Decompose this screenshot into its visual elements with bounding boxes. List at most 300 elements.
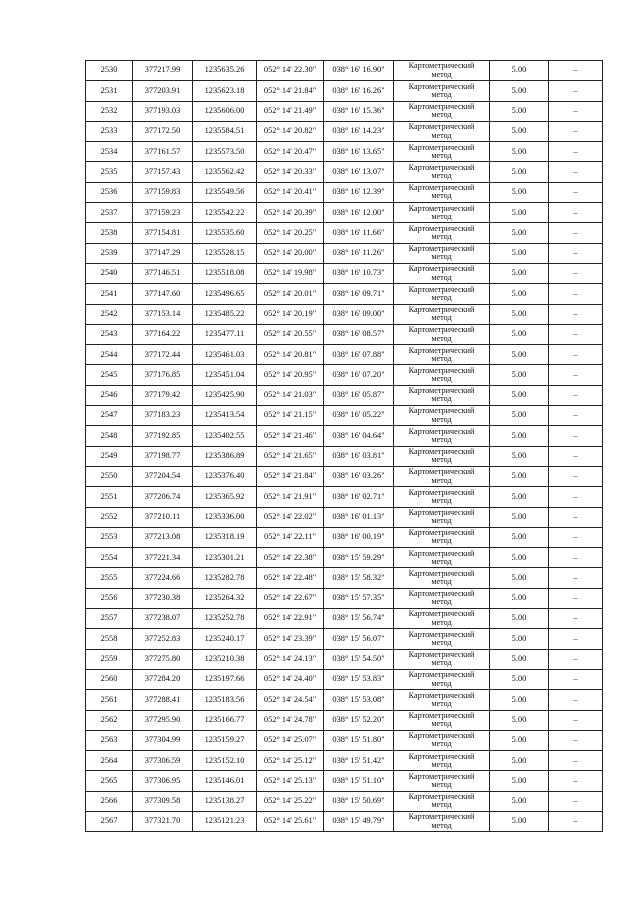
method-line-1: Картометрический: [408, 122, 475, 132]
x-coordinate-cell: 377157.43: [133, 162, 193, 182]
method-cell: [394, 466, 490, 486]
method-cell: [394, 487, 490, 507]
longitude-cell: 038° 16' 14.23": [324, 121, 394, 141]
method-cell: [394, 345, 490, 365]
latitude-cell: 052° 14' 25.22": [257, 791, 324, 811]
method-cell: [394, 101, 490, 121]
accuracy-cell: 5.00: [490, 284, 549, 304]
method-cell: [394, 446, 490, 466]
point-number-cell: 2540: [86, 263, 133, 283]
latitude-cell: 052° 14' 20.25": [257, 223, 324, 243]
table-row: [86, 446, 603, 466]
method-line-1: Картометрический: [408, 690, 475, 700]
y-coordinate-cell: 1235528.15: [193, 243, 257, 263]
note-cell: –: [549, 121, 603, 141]
longitude-cell: 038° 16' 12.39": [324, 182, 394, 202]
latitude-cell: 052° 14' 20.81": [257, 345, 324, 365]
accuracy-cell: 5.00: [490, 365, 549, 385]
y-coordinate-cell: 1235376.40: [193, 466, 257, 486]
note-cell: –: [549, 811, 603, 831]
method-cell: [394, 284, 490, 304]
accuracy-cell: 5.00: [490, 324, 549, 344]
accuracy-cell: 5.00: [490, 121, 549, 141]
accuracy-cell: 5.00: [490, 751, 549, 771]
longitude-cell: 038° 16' 13.65": [324, 142, 394, 162]
y-coordinate-cell: 1235518.08: [193, 263, 257, 283]
note-cell: –: [549, 466, 603, 486]
table-row: [86, 61, 603, 81]
method-line-2: метод: [431, 577, 452, 587]
x-coordinate-cell: 377193.03: [133, 101, 193, 121]
latitude-cell: 052° 14' 20.82": [257, 121, 324, 141]
point-number-cell: 2534: [86, 142, 133, 162]
longitude-cell: 038° 16' 12.00": [324, 203, 394, 223]
method-line-1: Картометрический: [408, 447, 475, 457]
y-coordinate-cell: 1235159.27: [193, 730, 257, 750]
method-line-2: метод: [431, 89, 452, 99]
method-cell: [394, 203, 490, 223]
method-line-1: Картометрический: [408, 812, 475, 822]
latitude-cell: 052° 14' 20.19": [257, 304, 324, 324]
x-coordinate-cell: 377154.81: [133, 223, 193, 243]
method-line-2: метод: [431, 556, 452, 566]
method-line-1: Картометрический: [408, 81, 475, 91]
point-number-cell: 2558: [86, 629, 133, 649]
longitude-cell: 038° 15' 51.80": [324, 730, 394, 750]
accuracy-cell: 5.00: [490, 406, 549, 426]
method-line-1: Картометрический: [408, 284, 475, 294]
latitude-cell: 052° 14' 22.91": [257, 609, 324, 629]
method-line-2: метод: [431, 211, 452, 221]
note-cell: –: [549, 81, 603, 101]
y-coordinate-cell: 1235461.03: [193, 345, 257, 365]
note-cell: –: [549, 669, 603, 689]
table-row: [86, 101, 603, 121]
accuracy-cell: 5.00: [490, 426, 549, 446]
method-line-1: Картометрический: [408, 325, 475, 335]
longitude-cell: 038° 16' 08.57": [324, 324, 394, 344]
method-cell: [394, 588, 490, 608]
note-cell: –: [549, 263, 603, 283]
y-coordinate-cell: 1235542.22: [193, 203, 257, 223]
accuracy-cell: 5.00: [490, 203, 549, 223]
y-coordinate-cell: 1235386.89: [193, 446, 257, 466]
x-coordinate-cell: 377147.29: [133, 243, 193, 263]
method-cell: [394, 61, 490, 81]
point-number-cell: 2564: [86, 751, 133, 771]
method-line-2: метод: [431, 414, 452, 424]
x-coordinate-cell: 377159.83: [133, 182, 193, 202]
method-line-2: метод: [431, 150, 452, 160]
x-coordinate-cell: 377172.44: [133, 345, 193, 365]
x-coordinate-cell: 377217.99: [133, 61, 193, 81]
point-number-cell: 2545: [86, 365, 133, 385]
note-cell: –: [549, 243, 603, 263]
x-coordinate-cell: 377295.90: [133, 710, 193, 730]
longitude-cell: 038° 15' 49.79": [324, 811, 394, 831]
point-number-cell: 2567: [86, 811, 133, 831]
accuracy-cell: 5.00: [490, 487, 549, 507]
note-cell: –: [549, 629, 603, 649]
y-coordinate-cell: 1235402.55: [193, 426, 257, 446]
latitude-cell: 052° 14' 21.84": [257, 81, 324, 101]
method-cell: [394, 365, 490, 385]
y-coordinate-cell: 1235584.51: [193, 121, 257, 141]
accuracy-cell: 5.00: [490, 385, 549, 405]
x-coordinate-cell: 377306.59: [133, 751, 193, 771]
note-cell: –: [549, 730, 603, 750]
accuracy-cell: 5.00: [490, 466, 549, 486]
y-coordinate-cell: 1235562.42: [193, 162, 257, 182]
method-line-1: Картометрический: [408, 61, 475, 71]
point-number-cell: 2533: [86, 121, 133, 141]
table-row: [86, 568, 603, 588]
accuracy-cell: 5.00: [490, 811, 549, 831]
latitude-cell: 052° 14' 21.49": [257, 101, 324, 121]
table-row: [86, 263, 603, 283]
y-coordinate-cell: 1235365.92: [193, 487, 257, 507]
x-coordinate-cell: 377309.58: [133, 791, 193, 811]
method-line-1: Картометрический: [408, 102, 475, 112]
method-line-2: метод: [431, 455, 452, 465]
note-cell: –: [549, 527, 603, 547]
x-coordinate-cell: 377210.11: [133, 507, 193, 527]
method-line-2: метод: [431, 800, 452, 810]
method-line-1: Картометрический: [408, 589, 475, 599]
x-coordinate-cell: 377164.22: [133, 324, 193, 344]
longitude-cell: 038° 16' 04.64": [324, 426, 394, 446]
point-number-cell: 2542: [86, 304, 133, 324]
longitude-cell: 038° 16' 01.13": [324, 507, 394, 527]
x-coordinate-cell: 377147.60: [133, 284, 193, 304]
method-line-2: метод: [431, 820, 452, 830]
longitude-cell: 038° 16' 00.19": [324, 527, 394, 547]
method-line-1: Картометрический: [408, 365, 475, 375]
y-coordinate-cell: 1235535.60: [193, 223, 257, 243]
longitude-cell: 038° 16' 16.26": [324, 81, 394, 101]
longitude-cell: 038° 15' 51.10": [324, 771, 394, 791]
method-line-1: Картометрический: [408, 223, 475, 233]
accuracy-cell: 5.00: [490, 142, 549, 162]
longitude-cell: 038° 16' 07.88": [324, 345, 394, 365]
point-number-cell: 2537: [86, 203, 133, 223]
longitude-cell: 038° 16' 07.20": [324, 365, 394, 385]
accuracy-cell: 5.00: [490, 304, 549, 324]
note-cell: –: [549, 61, 603, 81]
method-line-2: метод: [431, 759, 452, 769]
note-cell: –: [549, 568, 603, 588]
note-cell: –: [549, 791, 603, 811]
note-cell: –: [549, 324, 603, 344]
x-coordinate-cell: 377306.95: [133, 771, 193, 791]
y-coordinate-cell: 1235606.00: [193, 101, 257, 121]
longitude-cell: 038° 16' 09.00": [324, 304, 394, 324]
table-row: [86, 162, 603, 182]
note-cell: –: [549, 142, 603, 162]
method-line-2: метод: [431, 171, 452, 181]
method-line-2: метод: [431, 658, 452, 668]
method-line-1: Картометрический: [408, 142, 475, 152]
longitude-cell: 038° 16' 02.71": [324, 487, 394, 507]
longitude-cell: 038° 15' 53.83": [324, 669, 394, 689]
longitude-cell: 038° 15' 59.29": [324, 548, 394, 568]
method-cell: [394, 304, 490, 324]
method-cell: [394, 771, 490, 791]
y-coordinate-cell: 1235240.17: [193, 629, 257, 649]
accuracy-cell: 5.00: [490, 588, 549, 608]
x-coordinate-cell: 377275.80: [133, 649, 193, 669]
longitude-cell: 038° 15' 56.74": [324, 609, 394, 629]
method-cell: [394, 811, 490, 831]
method-line-1: Картометрический: [408, 670, 475, 680]
method-line-2: метод: [431, 232, 452, 242]
note-cell: –: [549, 751, 603, 771]
table-row: [86, 629, 603, 649]
y-coordinate-cell: 1235451.04: [193, 365, 257, 385]
method-line-1: Картометрический: [408, 528, 475, 538]
point-number-cell: 2549: [86, 446, 133, 466]
point-number-cell: 2530: [86, 61, 133, 81]
x-coordinate-cell: 377204.54: [133, 466, 193, 486]
longitude-cell: 038° 16' 13.07": [324, 162, 394, 182]
table-row: [86, 507, 603, 527]
table-row: [86, 284, 603, 304]
latitude-cell: 052° 14' 20.95": [257, 365, 324, 385]
accuracy-cell: 5.00: [490, 527, 549, 547]
method-cell: [394, 121, 490, 141]
table-row: [86, 81, 603, 101]
table-row: [86, 791, 603, 811]
table-row: [86, 182, 603, 202]
method-line-1: Картометрический: [408, 162, 475, 172]
y-coordinate-cell: 1235282.78: [193, 568, 257, 588]
method-cell: [394, 324, 490, 344]
accuracy-cell: 5.00: [490, 791, 549, 811]
method-line-1: Картометрический: [408, 426, 475, 436]
method-line-2: метод: [431, 719, 452, 729]
note-cell: –: [549, 649, 603, 669]
method-line-2: метод: [431, 434, 452, 444]
method-line-1: Картометрический: [408, 386, 475, 396]
y-coordinate-cell: 1235477.11: [193, 324, 257, 344]
point-number-cell: 2544: [86, 345, 133, 365]
y-coordinate-cell: 1235138.27: [193, 791, 257, 811]
y-coordinate-cell: 1235197.66: [193, 669, 257, 689]
table-row: [86, 345, 603, 365]
method-line-2: метод: [431, 617, 452, 627]
longitude-cell: 038° 16' 10.73": [324, 263, 394, 283]
method-line-2: метод: [431, 698, 452, 708]
table-row: [86, 365, 603, 385]
method-line-2: метод: [431, 394, 452, 404]
latitude-cell: 052° 14' 20.41": [257, 182, 324, 202]
x-coordinate-cell: 377146.51: [133, 263, 193, 283]
note-cell: –: [549, 588, 603, 608]
y-coordinate-cell: 1235252.78: [193, 609, 257, 629]
point-number-cell: 2566: [86, 791, 133, 811]
note-cell: –: [549, 284, 603, 304]
x-coordinate-cell: 377284.20: [133, 669, 193, 689]
accuracy-cell: 5.00: [490, 182, 549, 202]
method-cell: [394, 710, 490, 730]
method-line-2: метод: [431, 475, 452, 485]
method-line-1: Картометрический: [408, 203, 475, 213]
y-coordinate-cell: 1235485.22: [193, 304, 257, 324]
accuracy-cell: 5.00: [490, 609, 549, 629]
longitude-cell: 038° 15' 51.42": [324, 751, 394, 771]
table-row: [86, 527, 603, 547]
latitude-cell: 052° 14' 20.47": [257, 142, 324, 162]
table-row: [86, 730, 603, 750]
x-coordinate-cell: 377153.14: [133, 304, 193, 324]
table-row: [86, 751, 603, 771]
y-coordinate-cell: 1235318.19: [193, 527, 257, 547]
method-line-2: метод: [431, 374, 452, 384]
point-number-cell: 2551: [86, 487, 133, 507]
note-cell: –: [549, 385, 603, 405]
note-cell: –: [549, 365, 603, 385]
x-coordinate-cell: 377238.07: [133, 609, 193, 629]
x-coordinate-cell: 377159.23: [133, 203, 193, 223]
x-coordinate-cell: 377321.70: [133, 811, 193, 831]
accuracy-cell: 5.00: [490, 710, 549, 730]
y-coordinate-cell: 1235183.56: [193, 690, 257, 710]
latitude-cell: 052° 14' 24.40": [257, 669, 324, 689]
latitude-cell: 052° 14' 24.54": [257, 690, 324, 710]
point-number-cell: 2532: [86, 101, 133, 121]
point-number-cell: 2565: [86, 771, 133, 791]
latitude-cell: 052° 14' 21.46": [257, 426, 324, 446]
note-cell: –: [549, 304, 603, 324]
method-line-2: метод: [431, 272, 452, 282]
latitude-cell: 052° 14' 22.38": [257, 548, 324, 568]
method-cell: [394, 406, 490, 426]
note-cell: –: [549, 426, 603, 446]
latitude-cell: 052° 14' 22.02": [257, 507, 324, 527]
latitude-cell: 052° 14' 21.65": [257, 446, 324, 466]
note-cell: –: [549, 771, 603, 791]
longitude-cell: 038° 15' 57.35": [324, 588, 394, 608]
table-row: [86, 669, 603, 689]
table-row: [86, 223, 603, 243]
note-cell: –: [549, 406, 603, 426]
accuracy-cell: 5.00: [490, 629, 549, 649]
latitude-cell: 052° 14' 25.12": [257, 751, 324, 771]
method-line-1: Картометрический: [408, 792, 475, 802]
method-line-2: метод: [431, 739, 452, 749]
table-row: [86, 304, 603, 324]
method-cell: [394, 791, 490, 811]
accuracy-cell: 5.00: [490, 243, 549, 263]
method-line-2: метод: [431, 110, 452, 120]
method-cell: [394, 263, 490, 283]
y-coordinate-cell: 1235573.50: [193, 142, 257, 162]
table-row: [86, 548, 603, 568]
latitude-cell: 052° 14' 19.98": [257, 263, 324, 283]
table-row: [86, 609, 603, 629]
note-cell: –: [549, 487, 603, 507]
point-number-cell: 2539: [86, 243, 133, 263]
table-row: [86, 385, 603, 405]
latitude-cell: 052° 14' 20.33": [257, 162, 324, 182]
latitude-cell: 052° 14' 22.48": [257, 568, 324, 588]
method-cell: [394, 669, 490, 689]
accuracy-cell: 5.00: [490, 507, 549, 527]
latitude-cell: 052° 14' 24.13": [257, 649, 324, 669]
latitude-cell: 052° 14' 24.78": [257, 710, 324, 730]
method-line-1: Картометрический: [408, 264, 475, 274]
method-cell: [394, 142, 490, 162]
method-cell: [394, 81, 490, 101]
method-line-1: Картометрический: [408, 629, 475, 639]
point-number-cell: 2541: [86, 284, 133, 304]
longitude-cell: 038° 15' 53.08": [324, 690, 394, 710]
method-line-2: метод: [431, 637, 452, 647]
method-cell: [394, 507, 490, 527]
x-coordinate-cell: 377203.91: [133, 81, 193, 101]
latitude-cell: 052° 14' 25.13": [257, 771, 324, 791]
method-line-2: метод: [431, 597, 452, 607]
point-number-cell: 2561: [86, 690, 133, 710]
note-cell: –: [549, 609, 603, 629]
method-cell: [394, 182, 490, 202]
method-line-1: Картометрический: [408, 345, 475, 355]
method-line-2: метод: [431, 313, 452, 323]
x-coordinate-cell: 377183.23: [133, 406, 193, 426]
point-number-cell: 2535: [86, 162, 133, 182]
accuracy-cell: 5.00: [490, 223, 549, 243]
longitude-cell: 038° 16' 03.26": [324, 466, 394, 486]
latitude-cell: 052° 14' 25.07": [257, 730, 324, 750]
table-body: [86, 61, 603, 832]
longitude-cell: 038° 15' 52.20": [324, 710, 394, 730]
table-row: [86, 142, 603, 162]
longitude-cell: 038° 16' 05.22": [324, 406, 394, 426]
accuracy-cell: 5.00: [490, 446, 549, 466]
point-number-cell: 2538: [86, 223, 133, 243]
longitude-cell: 038° 16' 09.71": [324, 284, 394, 304]
method-cell: [394, 548, 490, 568]
method-cell: [394, 243, 490, 263]
method-line-1: Картометрический: [408, 771, 475, 781]
table-row: [86, 588, 603, 608]
method-cell: [394, 568, 490, 588]
table-row: [86, 121, 603, 141]
table-row: [86, 426, 603, 446]
longitude-cell: 038° 15' 50.69": [324, 791, 394, 811]
note-cell: –: [549, 690, 603, 710]
method-line-1: Картометрический: [408, 305, 475, 314]
longitude-cell: 038° 16' 16.90": [324, 61, 394, 81]
latitude-cell: 052° 14' 21.91": [257, 487, 324, 507]
y-coordinate-cell: 1235413.54: [193, 406, 257, 426]
method-line-2: метод: [431, 536, 452, 546]
point-number-cell: 2552: [86, 507, 133, 527]
method-line-2: метод: [431, 678, 452, 688]
latitude-cell: 052° 14' 21.84": [257, 466, 324, 486]
table-row: [86, 690, 603, 710]
note-cell: –: [549, 548, 603, 568]
longitude-cell: 038° 15' 56.07": [324, 629, 394, 649]
x-coordinate-cell: 377252.83: [133, 629, 193, 649]
method-line-1: Картометрический: [408, 650, 475, 660]
accuracy-cell: 5.00: [490, 730, 549, 750]
latitude-cell: 052° 14' 22.30": [257, 61, 324, 81]
table-row: [86, 710, 603, 730]
y-coordinate-cell: 1235336.00: [193, 507, 257, 527]
longitude-cell: 038° 15' 58.32": [324, 568, 394, 588]
accuracy-cell: 5.00: [490, 101, 549, 121]
